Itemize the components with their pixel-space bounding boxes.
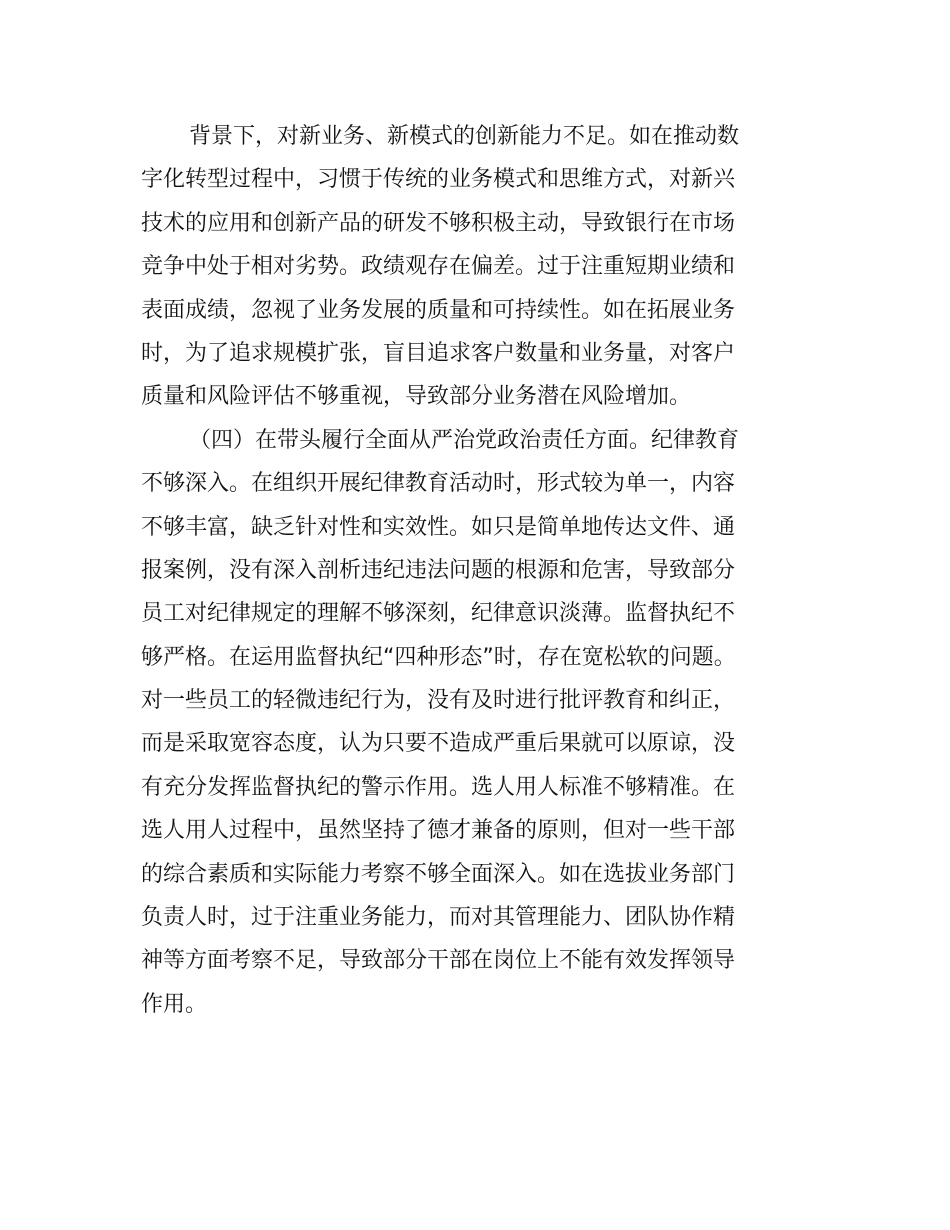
text-line: 背景下，对新业务、新模式的创新能力不足。如在推动数 — [189, 124, 740, 149]
text-line: 而是采取宽容态度，认为只要不造成严重后果就可以原谅，没 — [141, 731, 736, 757]
text-line: 字化转型过程中，习惯于传统的业务模式和思维方式，对新兴 — [141, 167, 736, 193]
paragraph-2 — [141, 419, 841, 1026]
text-line: 有充分发挥监督执纪的警示作用。选人用人标准不够精准。在 — [141, 774, 736, 800]
text-line: 表面成绩，忽视了业务发展的质量和可持续性。如在拓展业务 — [141, 297, 736, 323]
text-line: 不够丰富，缺乏针对性和实效性。如只是简单地传达文件、通 — [141, 514, 736, 540]
text-line: 技术的应用和创新产品的研发不够积极主动，导致银行在市场 — [141, 210, 736, 236]
text-line: 的综合素质和实际能力考察不够全面深入。如在选拔业务部门 — [141, 861, 736, 887]
text-line: 负责人时，过于注重业务能力，而对其管理能力、团队协作精 — [141, 905, 736, 931]
text-line: 质量和风险评估不够重视，导致部分业务潜在风险增加。 — [141, 384, 692, 410]
text-line: 选人用人过程中，虽然坚持了德才兼备的原则，但对一些干部 — [141, 818, 736, 844]
text-line: 竞争中处于相对劣势。政绩观存在偏差。过于注重短期业绩和 — [141, 254, 736, 280]
text-line: 作用。 — [141, 991, 208, 1017]
paragraph-1 — [141, 115, 841, 419]
text-line: 时，为了追求规模扩张，盲目追求客户数量和业务量，对客户 — [141, 340, 736, 366]
text-line: 神等方面考察不足，导致部分干部在岗位上不能有效发挥领导 — [141, 948, 736, 974]
text-line: 不够深入。在组织开展纪律教育活动时，形式较为单一，内容 — [141, 471, 736, 497]
text-line: 报案例，没有深入剖析违纪违法问题的根源和危害，导致部分 — [141, 557, 736, 583]
text-line: 够严格。在运用监督执纪“四种形态”时，存在宽松软的问题。 — [141, 644, 736, 670]
text-line: 对一些员工的轻微违纪行为，没有及时进行批评教育和纠正， — [141, 688, 736, 714]
text-line: 员工对纪律规定的理解不够深刻，纪律意识淡薄。监督执纪不 — [141, 601, 736, 627]
body-text — [141, 115, 841, 1026]
text-line: （四）在带头履行全面从严治党政治责任方面。纪律教育 — [189, 427, 740, 453]
